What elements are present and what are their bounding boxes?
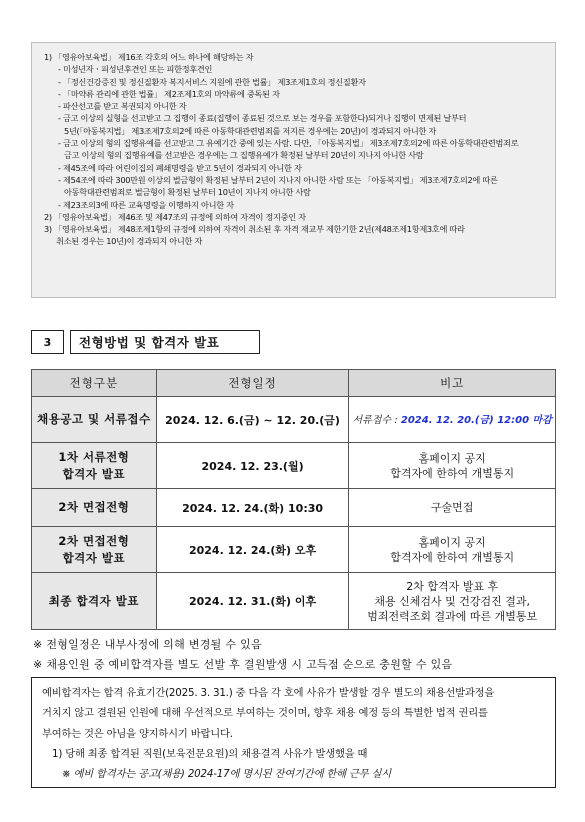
schedule-note: ※ 전형일정은 내부사정에 의해 변경될 수 있음 — [33, 638, 262, 651]
qualification-line: - 금고 이상의 형의 집행유예를 선고받고 그 유예기간 중에 있는 사람. 다만, 「아동복지법」 제3조제7호의2에 따른 아동학대관련범죄로 — [58, 138, 519, 149]
note-line: 채용 신체검사 및 건강검진 결과, — [374, 594, 530, 608]
note-line: 합격자에 한하여 개별통지 — [390, 550, 515, 564]
note-cell — [349, 397, 556, 443]
note-line: 2차 합격자 발표 후 — [406, 579, 499, 593]
table-row — [32, 443, 556, 489]
table-row — [32, 527, 556, 573]
qualification-line: 취소된 경우는 10년)이 경과되지 아니한 자 — [56, 236, 202, 247]
schedule-table — [31, 369, 556, 630]
qualification-line: 1) 「영유아보육법」 제16조 각호의 어느 하나에 해당하는 자 — [44, 52, 254, 62]
stage-line: 1차 서류전형 — [58, 449, 130, 464]
qualification-line: - 「마약류 관리에 관한 법률」 제2조제1호의 마약류에 중독된 자 — [58, 88, 280, 99]
reserve-candidate-box — [31, 677, 556, 788]
qualification-line: - 금고 이상의 실형을 선고받고 그 집행이 종료(집행이 종료된 것으로 보는 경우를 포함한다)되거나 집행이 면제된 날부터 — [58, 113, 467, 124]
qualification-line: 금고 이상의 형의 집행유예를 선고받은 경우에는 그 집행유예가 확정된 날부터 20년이 지나지 아니한 사람 — [64, 150, 424, 161]
deadline-highlight: 2024. 12. 20.(금) 12:00 마감 — [400, 414, 552, 426]
stage-cell: 2차 면접전형 — [32, 489, 157, 527]
note-line: 홈페이지 공지 — [418, 451, 486, 465]
note-cell: 구술면접 — [349, 489, 556, 527]
schedule-note: ※ 채용인원 중 예비합격자를 별도 선발 후 결원발생 시 고득점 순으로 충원할 수 있음 — [33, 658, 453, 671]
stage-cell — [32, 527, 157, 573]
stage-line: 2차 면접전형 — [58, 533, 130, 548]
table-row — [32, 489, 556, 527]
table-header-row — [32, 370, 556, 397]
qualification-line: 2) 「영유아보육법」 제46조 및 제47조의 규정에 의하여 자격이 정지중인 자 — [44, 211, 306, 222]
date-cell: 2024. 12. 24.(화) 10:30 — [156, 489, 349, 527]
note-line: 홈페이지 공지 — [418, 535, 486, 549]
table-row — [32, 397, 556, 443]
note-cell — [349, 527, 556, 573]
date-cell: 2024. 12. 23.(월) — [156, 443, 349, 489]
header-stage: 전형구분 — [32, 370, 157, 397]
qualification-line: 3) 「영유아보육법」 제48조제1항의 규정에 의하여 자격이 취소된 후 자격 재교부 제한기한 2년(제48조제1항제3호에 따라 — [44, 224, 465, 235]
qualification-line: - 파산선고를 받고 복권되지 아니한 자 — [58, 101, 187, 112]
section-title: 전형방법 및 합격자 발표 — [70, 330, 260, 354]
qualification-line: - 「정신건강증진 및 정신질환자 복지서비스 지원에 관한 법률」 제3조제1호의 정신질환자 — [58, 76, 366, 87]
reserve-text-line: 1) 당해 최종 합격된 직원(보육전문요원)의 채용결격 사유가 발생했을 때 — [52, 747, 368, 760]
qualification-line: - 제54조에 따라 300만원 이상의 벌금형이 확정된 날부터 2년이 지나지 아니한 사람 또는 「아동복지법」 제3조제7호의2에 따른 — [58, 174, 498, 185]
stage-line: 합격자 발표 — [62, 550, 126, 565]
header-date: 전형일정 — [156, 370, 349, 397]
stage-cell: 채용공고 및 서류접수 — [32, 397, 157, 443]
note-prefix: 서류접수 : — [352, 414, 401, 426]
reserve-text-line: 예비합격자는 합격 유효기간(2025. 3. 31.) 중 다음 각 호에 사유가 발생할 경우 별도의 채용선발과정을 — [42, 687, 495, 699]
note-line: 범죄전력조회 결과에 따른 개별통보 — [367, 609, 538, 623]
stage-cell: 최종 합격자 발표 — [32, 573, 157, 630]
reserve-text-line: 부여하는 것은 아님을 양지하시기 바랍니다. — [42, 727, 233, 740]
header-note: 비고 — [349, 370, 556, 397]
section-header — [31, 330, 260, 354]
disqualification-box — [31, 42, 556, 298]
date-cell: 2024. 12. 6.(금) ~ 12. 20.(금) — [156, 397, 349, 443]
reserve-italic-note: ※ 예비 합격자는 공고(채용) 2024-17에 명시된 잔여기간에 한해 근무 실시 — [62, 768, 392, 781]
date-cell: 2024. 12. 31.(화) 이후 — [156, 573, 349, 630]
stage-cell — [32, 443, 157, 489]
qualification-line: - 미성년자ㆍ피성년후견인 또는 피한정후견인 — [58, 64, 213, 75]
reserve-text-line: 거치지 않고 결원된 인원에 대해 우선적으로 부여하는 것이며, 향후 채용 예정 등의 특별한 법적 권리를 — [42, 707, 488, 720]
qualification-line: - 제23조의3에 따른 교육명령을 이행하지 아니한 자 — [58, 199, 234, 210]
qualification-line: 5년(「아동복지법」 제3조제7호의2에 따른 아동학대관련범죄를 저지른 경우에는 20년)이 경과되지 아니한 자 — [64, 125, 437, 136]
table-row — [32, 573, 556, 630]
qualification-line: 아동학대관련범죄로 벌금형이 확정된 날부터 10년이 지나지 아니한 사람 — [64, 187, 311, 198]
note-cell — [349, 573, 556, 630]
note-line: 합격자에 한하여 개별통지 — [390, 466, 515, 480]
note-cell — [349, 443, 556, 489]
section-number: 3 — [31, 330, 64, 354]
date-cell: 2024. 12. 24.(화) 오후 — [156, 527, 349, 573]
qualification-line: - 제45조에 따라 어린이집의 폐쇄명령을 받고 5년이 경과되지 아니한 자 — [58, 162, 302, 173]
stage-line: 합격자 발표 — [62, 466, 126, 481]
